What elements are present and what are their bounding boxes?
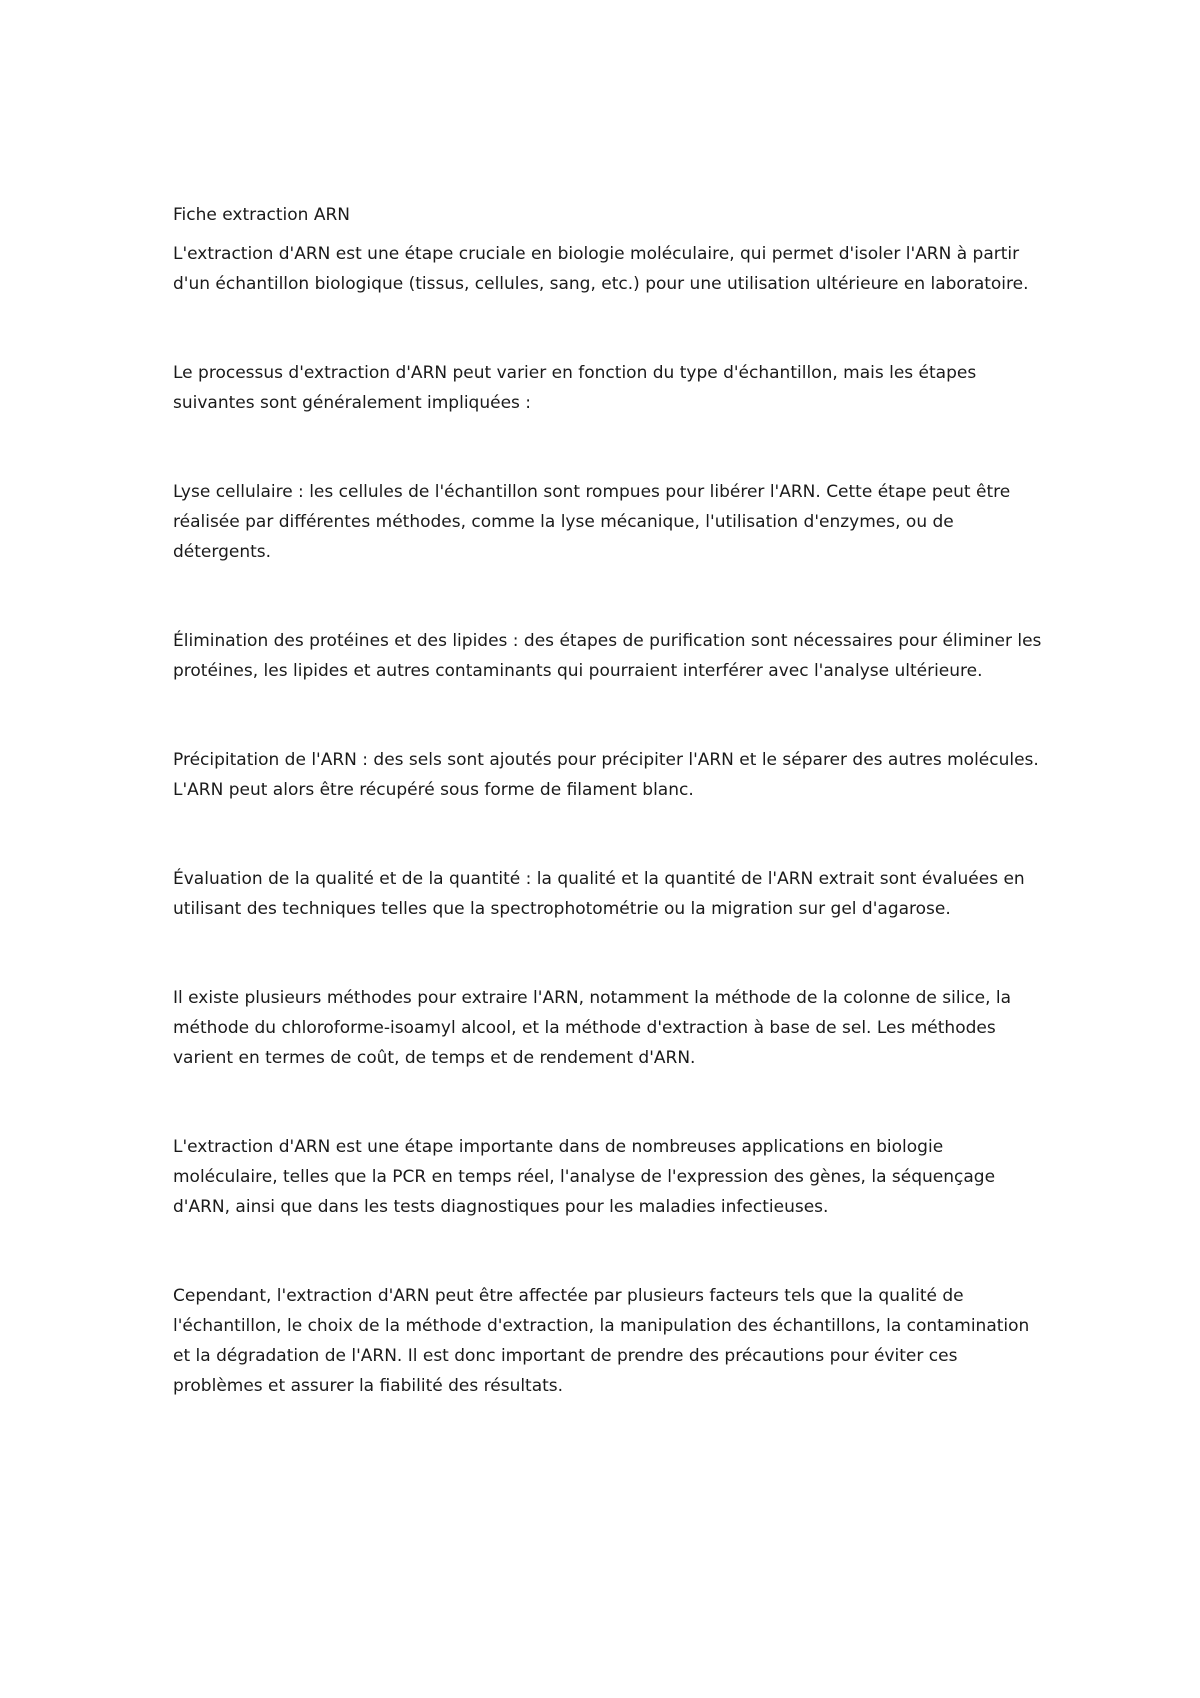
paragraph-conclusion: Cependant, l'extraction d'ARN peut être affectée par plusieurs facteurs tels que la qualité de l'échantillon, le choix de la méthode d'extraction, la manipulation des échantillons, la contamination et la dégradation de l'ARN. Il est donc important de prendre des précautions pour éviter ces problèmes et assurer la fiabilité des résultats. <box>173 1286 1030 1396</box>
paragraph-methods: Il existe plusieurs méthodes pour extraire l'ARN, notamment la méthode de la colonne de silice, la méthode du chloroforme-isoamyl alcool, et la méthode d'extraction à base de sel. Les méthodes varient en termes de coût, de temps et de rendement d'ARN. <box>173 988 1012 1068</box>
paragraph-process: Le processus d'extraction d'ARN peut varier en fonction du type d'échantillon, mais les étapes suivantes sont généralement impliquées : <box>173 363 977 413</box>
document-title: Fiche extraction ARN <box>173 205 351 225</box>
paragraph-lysis: Lyse cellulaire : les cellules de l'échantillon sont rompues pour libérer l'ARN. Cette étape peut être réalisée par différentes méthodes, comme la lyse mécanique, l'utilisation d'enzymes, ou de détergents. <box>173 482 1011 562</box>
paragraph-elimination: Élimination des protéines et des lipides : des étapes de purification sont nécessaires pour éliminer les protéines, les lipides et autres contaminants qui pourraient interférer avec l'analyse ultérieure. <box>173 631 1042 681</box>
paragraph-applications: L'extraction d'ARN est une étape importante dans de nombreuses applications en biologie moléculaire, telles que la PCR en temps réel, l'analyse de l'expression des gènes, la séquençage d'ARN, ainsi que dans les tests diagnostiques pour les maladies infectieuses. <box>173 1137 996 1217</box>
document-body <box>173 200 1043 1401</box>
paragraph-intro: L'extraction d'ARN est une étape cruciale en biologie moléculaire, qui permet d'isoler l'ARN à partir d'un échantillon biologique (tissus, cellules, sang, etc.) pour une utilisation ultérieure en laboratoire. <box>173 244 1029 294</box>
paragraph-precipitation: Précipitation de l'ARN : des sels sont ajoutés pour précipiter l'ARN et le séparer des autres molécules. L'ARN peut alors être récupéré sous forme de filament blanc. <box>173 750 1039 800</box>
paragraph-evaluation: Évaluation de la qualité et de la quantité : la qualité et la quantité de l'ARN extrait sont évaluées en utilisant des techniques telles que la spectrophotométrie ou la migration sur gel d'agarose. <box>173 869 1025 919</box>
